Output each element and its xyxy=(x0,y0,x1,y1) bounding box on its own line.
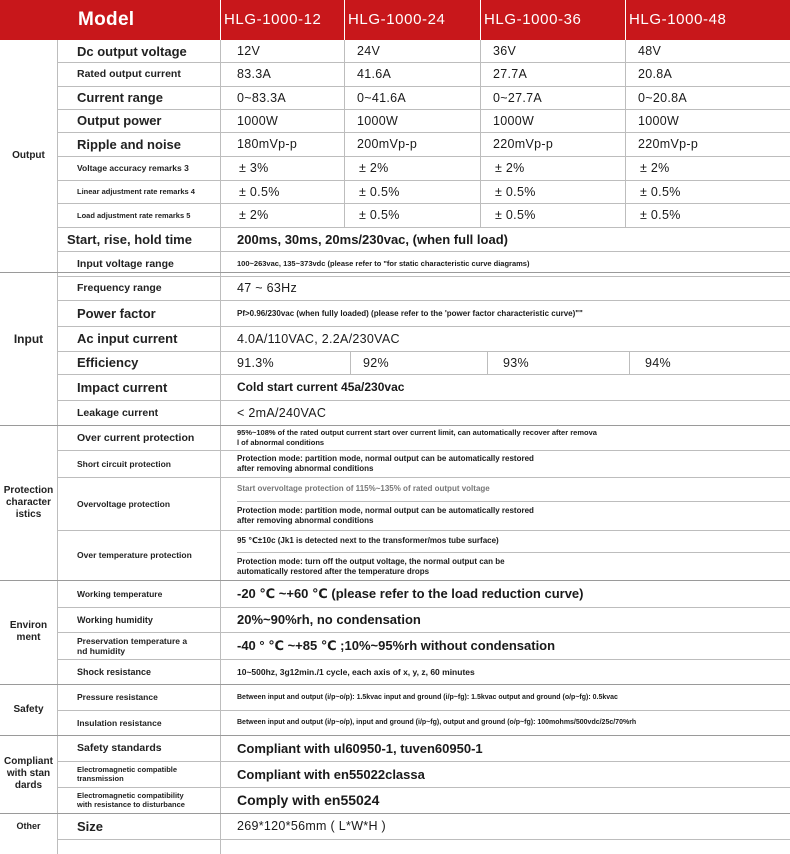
cell: Cold start current 45a/230vac xyxy=(237,380,405,394)
model-hlg-1000-48: HLG-1000-48 xyxy=(629,11,727,28)
row-label: Ripple and noise xyxy=(77,136,182,152)
cell: 220mVp-p xyxy=(638,137,699,151)
section-protection-line: istics xyxy=(15,508,42,520)
table-row xyxy=(57,813,790,840)
table-row xyxy=(57,300,790,327)
row-label: Ac input current xyxy=(77,331,178,346)
table-row xyxy=(57,40,790,63)
table-row xyxy=(57,374,790,401)
cell: ± 0.5% xyxy=(495,184,536,199)
row-label: Start, rise, hold time xyxy=(67,231,192,247)
section-environment-line: ment xyxy=(16,632,41,643)
row-label: Safety standards xyxy=(77,742,162,754)
cell: 36V xyxy=(493,44,517,58)
cell: 220mVp-p xyxy=(493,137,554,151)
cell: 1000W xyxy=(493,113,535,128)
cell: 269*120*56mm ( L*W*H ) xyxy=(237,819,387,833)
row-label: Pressure resistance xyxy=(77,692,158,702)
cell: Compliant with ul60950-1, tuven60950-1 xyxy=(237,740,483,756)
cell: ± 0.5% xyxy=(640,208,681,222)
cell: 0~83.3A xyxy=(237,90,287,105)
table-header xyxy=(0,0,790,40)
cell: ± 2% xyxy=(495,161,525,175)
cell: 48V xyxy=(638,44,662,58)
table-row xyxy=(57,450,790,478)
cell-line: l of abnormal conditions xyxy=(237,437,325,447)
row-label: Working humidity xyxy=(77,614,153,625)
row-label: Size xyxy=(77,818,104,834)
section-safety: Safety xyxy=(13,703,44,715)
row-label: Power factor xyxy=(77,305,156,321)
row-label-line: transmission xyxy=(77,774,124,783)
cell: 1000W xyxy=(638,113,680,128)
row-label: Dc output voltage xyxy=(77,43,187,59)
cell: -20 ℃ ~+60 ℃ (please refer to the load reduction curve) xyxy=(237,585,584,601)
table-row xyxy=(57,251,790,277)
row-label-line: Electromagnetic compatible xyxy=(77,765,178,774)
cell: 95 ℃±10c (Jk1 is detected next to the transformer/mos tube surface) xyxy=(237,530,790,553)
cell: 0~20.8A xyxy=(638,90,688,105)
row-label: Leakage current xyxy=(77,406,159,419)
section-compliant-line: with stan xyxy=(6,768,51,779)
cell: 91.3% xyxy=(237,355,274,370)
row-label: Load adjustment rate remarks 5 xyxy=(77,210,191,220)
row-label: Over temperature protection xyxy=(77,550,192,560)
cell: 200ms, 30ms, 20ms/230vac, (when full load) xyxy=(237,231,508,247)
section-protection xyxy=(0,425,57,580)
section-protection-line: Protection xyxy=(3,484,54,496)
cell: Between input and output (i/p~o/p), input and ground (i/p~fg), output and ground (o/p~fg): 100mohms/500vdc/25c/70%rh xyxy=(237,719,637,726)
cell: 1000W xyxy=(237,113,279,128)
row-label: Voltage accuracy remarks 3 xyxy=(77,163,189,173)
section-compliant xyxy=(0,735,57,813)
row-label: Shock resistance xyxy=(77,666,152,677)
cell: 41.6A xyxy=(357,67,392,81)
section-compliant-line: Compliant xyxy=(4,756,53,767)
cell: 1000W xyxy=(357,113,399,128)
row-label-line: Electromagnetic compatibility xyxy=(77,791,184,800)
cell: 20%~90%rh, no condensation xyxy=(237,612,421,627)
row-label: Linear adjustment rate remarks 4 xyxy=(77,187,195,196)
cell: ± 0.5% xyxy=(495,208,536,222)
table-row xyxy=(57,156,790,181)
row-label: Working temperature xyxy=(77,588,163,599)
section-input: Input xyxy=(13,331,44,346)
row-label: Current range xyxy=(77,90,163,105)
cell: 47 ~ 63Hz xyxy=(237,281,298,295)
table-row xyxy=(57,86,790,110)
cell: 24V xyxy=(357,44,381,58)
row-label: Output power xyxy=(77,113,162,128)
table-row xyxy=(57,530,790,580)
cell: 0~41.6A xyxy=(357,90,407,105)
cell-line: automatically restored after the temperature drops xyxy=(237,566,430,576)
table-row xyxy=(57,227,790,252)
cell-line: 95%~108% of the rated output current start over current limit, can automatically recover after remova xyxy=(237,427,597,437)
row-label: Efficiency xyxy=(77,355,139,370)
model-hlg-1000-36: HLG-1000-36 xyxy=(484,11,582,28)
cell: ± 3% xyxy=(239,161,269,175)
cell: -40 ° ℃ ~+85 ℃ ;10%~95%rh without condensation xyxy=(237,637,556,653)
table-row xyxy=(57,710,790,735)
row-label-line: nd humidity xyxy=(77,645,126,656)
table-row xyxy=(57,684,790,711)
model-hlg-1000-24: HLG-1000-24 xyxy=(348,11,446,28)
row-label: Frequency range xyxy=(77,282,162,294)
section-environment xyxy=(0,580,57,684)
row-label: Impact current xyxy=(77,379,168,395)
row-label: Input voltage range xyxy=(77,257,174,270)
row-label: Insulation resistance xyxy=(77,717,162,728)
table-row xyxy=(57,787,790,813)
table-row xyxy=(57,203,790,228)
cell: 100~263vac, 135~373vdc (please refer to "for static characteristic curve diagrams) xyxy=(237,259,530,268)
section-environment-line: Environ xyxy=(9,620,48,631)
cell: Between input and output (i/p~o/p): 1.5kvac input and ground (i/p~fg): 1.5kvac output and ground (o/p~fg): 0.5kvac xyxy=(237,693,618,701)
model-label: Model xyxy=(78,9,135,30)
table-row xyxy=(57,326,790,352)
cell: ± 0.5% xyxy=(640,184,681,199)
table-row xyxy=(57,659,790,684)
cell: 4.0A/110VAC, 2.2A/230VAC xyxy=(237,331,400,346)
table-row xyxy=(57,351,790,375)
table-row xyxy=(57,400,790,426)
row-label-line: Preservation temperature a xyxy=(77,635,188,646)
cell: 83.3A xyxy=(237,67,272,81)
cell: ± 2% xyxy=(359,161,389,175)
row-label: Short circuit protection xyxy=(77,458,171,469)
table-row xyxy=(57,132,790,157)
cell-line: after removing abnormal conditions xyxy=(237,516,374,525)
table-row xyxy=(57,607,790,633)
table-row xyxy=(57,276,790,301)
table-row xyxy=(57,425,790,451)
table-row xyxy=(57,109,790,133)
cell-line: Protection mode: partition mode, normal output can be automatically restored xyxy=(237,453,534,463)
cell: Start overvoltage protection of 115%~135% of rated output voltage xyxy=(237,477,790,502)
table-row xyxy=(57,180,790,204)
cell: 94% xyxy=(645,355,671,370)
cell: 20.8A xyxy=(638,67,673,81)
table-row xyxy=(57,632,790,660)
row-label-line: with resistance to disturbance xyxy=(77,800,185,809)
cell: 180mVp-p xyxy=(237,137,298,151)
cell: ± 0.5% xyxy=(239,184,280,199)
table-row xyxy=(57,62,790,87)
table-row xyxy=(57,735,790,762)
row-label: Overvoltage protection xyxy=(77,498,171,509)
cell: ± 2% xyxy=(640,161,670,175)
cell: Compliant with en55022classa xyxy=(237,766,425,782)
cell: Comply with en55024 xyxy=(237,792,380,808)
cell: 92% xyxy=(363,355,389,370)
cell: < 2mA/240VAC xyxy=(237,405,327,420)
table-row xyxy=(57,761,790,788)
cell: ± 2% xyxy=(239,208,269,222)
cell: 12V xyxy=(237,44,261,58)
table-row xyxy=(57,580,790,608)
section-compliant-line: dards xyxy=(14,780,43,791)
model-hlg-1000-12: HLG-1000-12 xyxy=(224,11,322,28)
cell: 27.7A xyxy=(493,67,528,81)
cell-line: Protection mode: partition mode, normal output can be automatically restored xyxy=(237,506,534,515)
cell: 0~27.7A xyxy=(493,90,543,105)
cell: ± 0.5% xyxy=(359,184,400,199)
row-label: Over current protection xyxy=(77,431,195,444)
cell-line: Protection mode: turn off the output voltage, the normal output can be xyxy=(237,556,505,566)
section-other: Other xyxy=(16,821,41,831)
cell: 200mVp-p xyxy=(357,137,418,151)
cell: Pf>0.96/230vac (when fully loaded) (please refer to the 'power factor characteristic curve)"" xyxy=(237,308,583,318)
cell-line: after removing abnormal conditions xyxy=(237,463,374,473)
section-output: Output xyxy=(12,150,45,161)
section-protection-line: character xyxy=(5,496,52,508)
table-row xyxy=(57,477,790,531)
cell: 10~500hz, 3g12min./1 cycle, each axis of x, y, z, 60 minutes xyxy=(237,666,475,677)
cell: ± 0.5% xyxy=(359,208,400,222)
cell: 93% xyxy=(503,355,529,370)
row-label: Rated output current xyxy=(77,68,181,80)
